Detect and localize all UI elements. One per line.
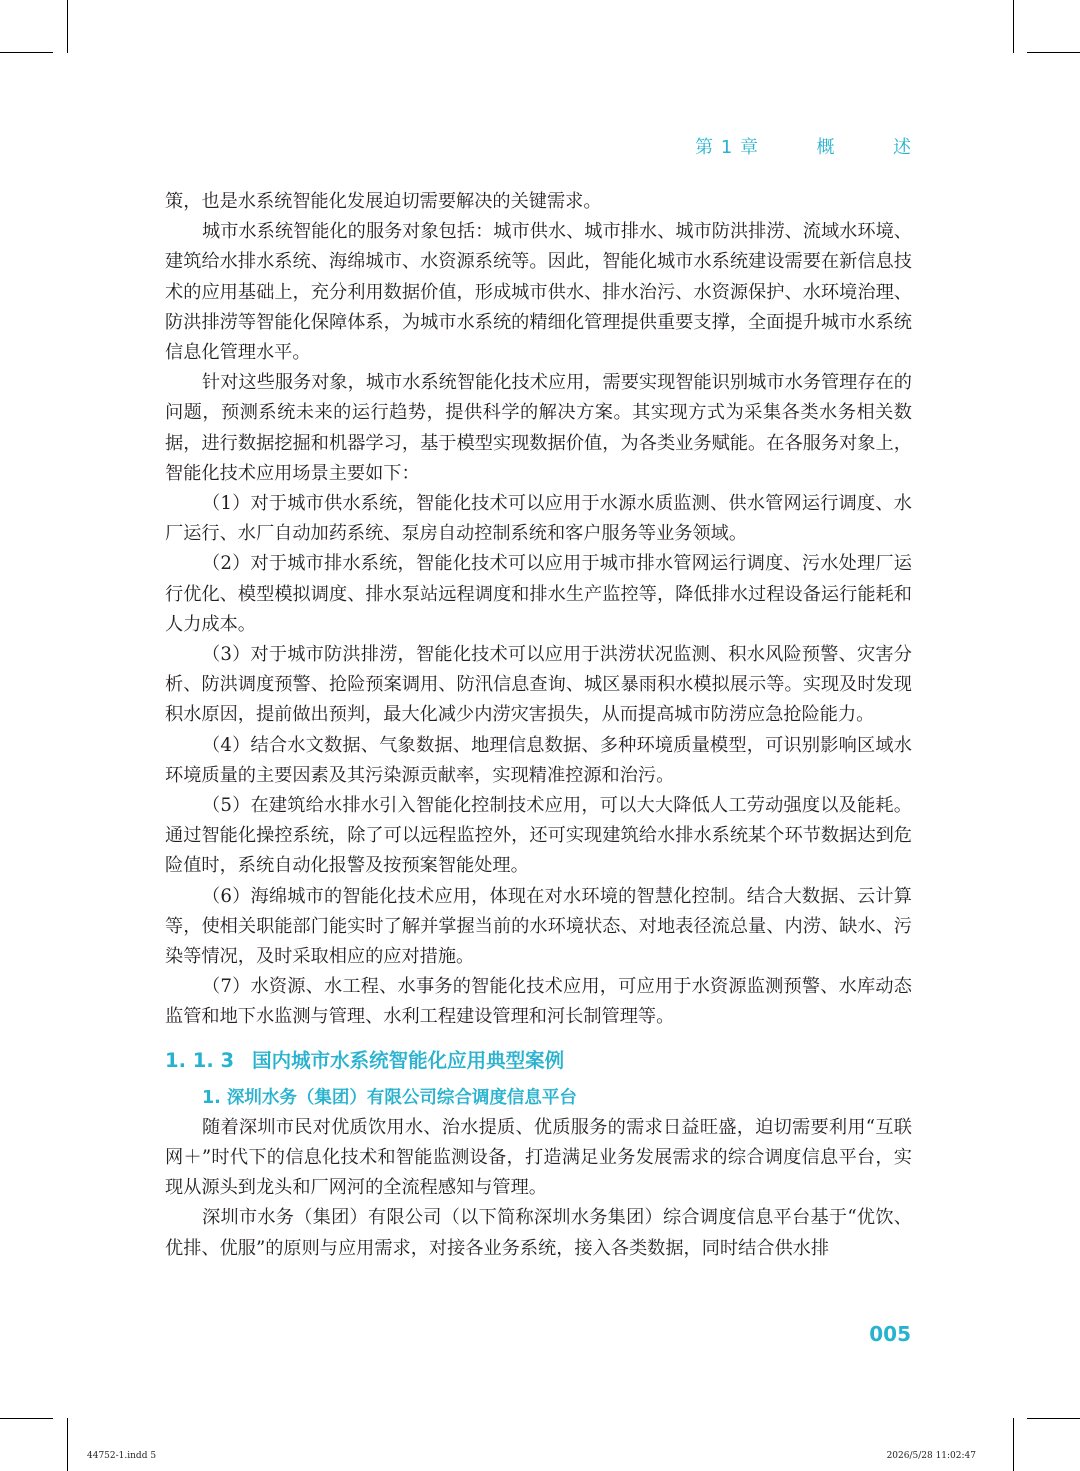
list-item: （6）海绵城市的智能化技术应用，体现在对水环境的智慧化控制。结合大数据、云计算等，使相关职能部门能实时了解并掌握当前的水环境状态、对地表径流总量、内涝、缺水、污染等情况，及时采取相应的应对措施。 bbox=[165, 885, 912, 968]
crop-mark bbox=[1013, 0, 1014, 53]
slug-timestamp: 2026/5/28 11:02:47 bbox=[886, 1451, 976, 1461]
paragraph: 策，也是水系统智能化发展迫切需要解决的关键需求。 bbox=[165, 191, 602, 212]
chapter-title-part1: 概 bbox=[816, 137, 836, 158]
chapter-number: 第 1 章 bbox=[695, 137, 760, 158]
section-title: 国内城市水系统智能化应用典型案例 bbox=[252, 1048, 565, 1072]
list-item: （5）在建筑给水排水引入智能化控制技术应用，可以大大降低人工劳动强度以及能耗。通过智能化操控系统，除了可以远程监控外，还可实现建筑给水排水系统某个环节数据达到危险值时，系统自动化报警及按预案智能处理。 bbox=[165, 795, 912, 877]
chapter-title-part2: 述 bbox=[893, 137, 912, 158]
crop-mark bbox=[1027, 52, 1080, 53]
paragraph: 随着深圳市民对优质饮用水、治水提质、优质服务的需求日益旺盛，迫切需要利用“互联网＋”时代下的信息化技术和智能监测设备，打造满足业务发展需求的综合调度信息平台，实现从源头到龙头和厂网河的全流程感知与管理。 bbox=[165, 1116, 912, 1199]
crop-mark bbox=[67, 1418, 68, 1471]
list-item: （2）对于城市排水系统，智能化技术可以应用于城市排水管网运行调度、污水处理厂运行优化、模型模拟调度、排水泵站远程调度和排水生产监控等，降低排水过程设备运行能耗和人力成本。 bbox=[165, 553, 912, 635]
running-header bbox=[695, 133, 912, 159]
body-text bbox=[165, 187, 912, 1264]
section-number: 1. 1. 3 bbox=[165, 1048, 235, 1072]
list-item: （3）对于城市防洪排涝，智能化技术可以应用于洪涝状况监测、积水风险预警、灾害分析、防洪调度预警、抢险预案调用、防汛信息查询、城区暴雨积水模拟展示等。实现及时发现积水原因，提前做出预判，最大化减少内涝灾害损失，从而提高城市防涝应急抢险能力。 bbox=[165, 644, 912, 726]
subsection-heading: 1. 深圳水务（集团）有限公司综合调度信息平台 bbox=[202, 1087, 577, 1108]
crop-mark bbox=[1027, 1418, 1080, 1419]
section-heading bbox=[165, 1046, 912, 1076]
crop-mark bbox=[0, 1418, 53, 1419]
list-item: （4）结合水文数据、气象数据、地理信息数据、多种环境质量模型，可识别影响区域水环境质量的主要因素及其污染源贡献率，实现精准控源和治污。 bbox=[165, 734, 912, 786]
paragraph: 针对这些服务对象，城市水系统智能化技术应用，需要实现智能识别城市水务管理存在的问题，预测系统未来的运行趋势，提供科学的解决方案。其实现方式为采集各类水务相关数据，进行数据挖掘和机器学习，基于模型实现数据价值，为各类业务赋能。在各服务对象上，智能化技术应用场景主要如下： bbox=[165, 372, 912, 484]
list-item: （1）对于城市供水系统，智能化技术可以应用于水源水质监测、供水管网运行调度、水厂运行、水厂自动加药系统、泵房自动控制系统和客户服务等业务领域。 bbox=[165, 493, 912, 545]
crop-mark bbox=[0, 52, 53, 53]
crop-mark bbox=[1013, 1418, 1014, 1471]
slug-filename: 44752-1.indd 5 bbox=[87, 1451, 157, 1461]
page-number: 005 bbox=[869, 1322, 911, 1346]
list-item: （7）水资源、水工程、水事务的智能化技术应用，可应用于水资源监测预警、水库动态监管和地下水监测与管理、水利工程建设管理和河长制管理等。 bbox=[165, 976, 912, 1028]
paragraph: 城市水系统智能化的服务对象包括：城市供水、城市排水、城市防洪排涝、流域水环境、建筑给水排水系统、海绵城市、水资源系统等。因此，智能化城市水系统建设需要在新信息技术的应用基础上，充分利用数据价值，形成城市供水、排水治污、水资源保护、水环境治理、防洪排涝等智能化保障体系，为城市水系统的精细化管理提供重要支撑，全面提升城市水系统信息化管理水平。 bbox=[165, 221, 912, 364]
crop-mark bbox=[67, 0, 68, 53]
paragraph: 深圳市水务（集团）有限公司（以下简称深圳水务集团）综合调度信息平台基于“优饮、优排、优服”的原则与应用需求，对接各业务系统，接入各类数据，同时结合供水排 bbox=[165, 1207, 912, 1259]
